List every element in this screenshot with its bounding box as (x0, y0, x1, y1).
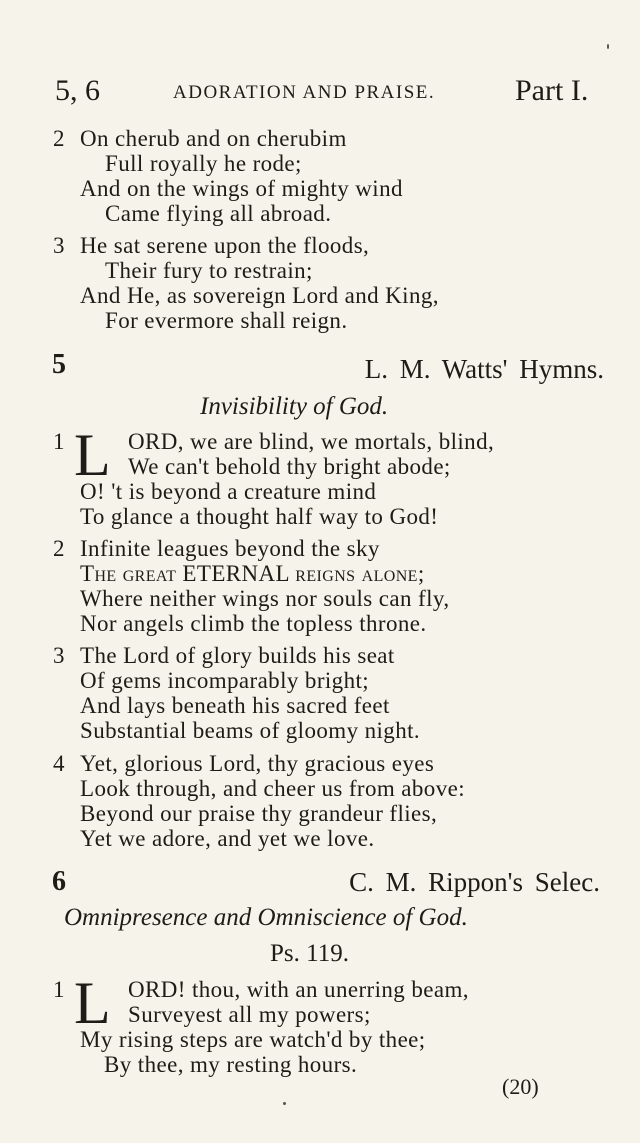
verse-line: Nor angels climb the topless throne. (80, 611, 427, 636)
verse-number: 2 (53, 536, 65, 561)
verse-line: Yet we adore, and yet we love. (80, 826, 375, 851)
verse-number: 1 (53, 429, 65, 454)
verse-line: Where neither wings nor souls can fly, (80, 586, 450, 611)
drop-cap-letter: L (74, 422, 111, 488)
verse-number: 3 (53, 233, 65, 258)
header-hymn-numbers: 5, 6 (55, 74, 100, 107)
ink-speck (607, 44, 609, 49)
verse-line: Beyond our praise thy grandeur flies, (80, 801, 438, 826)
verse-number: 1 (53, 977, 65, 1002)
hymn-subtitle: Omnipresence and Omniscience of God. (64, 904, 468, 931)
verse-line: Infinite leagues beyond the sky (80, 536, 380, 561)
verse-line: Their fury to restrain; (105, 258, 313, 283)
verse-line: And on the wings of mighty wind (80, 176, 403, 201)
hymn-subtitle: Invisibility of God. (200, 393, 389, 420)
verse-line: My rising steps are watch'd by thee; (80, 1027, 426, 1052)
hymn-number: 6 (52, 866, 66, 897)
verse-line: To glance a thought half way to God! (80, 504, 439, 529)
verse-line: O! 't is beyond a creature mind (80, 479, 377, 504)
ink-speck (283, 1102, 286, 1105)
verse-line: ORD! thou, with an unerring beam, (128, 977, 469, 1002)
verse-line: The great ETERNAL reigns alone; (80, 561, 425, 586)
page-number: (20) (502, 1074, 539, 1099)
verse-line: Came flying all abroad. (105, 201, 332, 226)
verse-line: Of gems incomparably bright; (80, 668, 370, 693)
verse-line: Look through, and cheer us from above: (80, 776, 466, 801)
header-part: Part I. (515, 74, 589, 107)
verse-line: The Lord of glory builds his seat (80, 643, 395, 668)
verse-line: And lays beneath his sacred feet (80, 693, 390, 718)
verse-number: 3 (53, 643, 65, 668)
drop-cap-letter: L (74, 970, 111, 1036)
hymn-meter-source: L. M. Watts' Hymns. (364, 354, 604, 384)
verse-line: ORD, we are blind, we mortals, blind, (128, 429, 495, 454)
verse-line: Surveyest all my powers; (128, 1002, 371, 1027)
verse-number: 4 (53, 751, 65, 776)
verse-line: We can't behold thy bright abode; (128, 454, 451, 479)
verse-line: And He, as sovereign Lord and King, (80, 283, 439, 308)
verse-line: On cherub and on cherubim (80, 126, 347, 151)
hymn-meter-source: C. M. Rippon's Selec. (349, 867, 600, 897)
verse-line: Full royally he rode; (105, 151, 302, 176)
verse-line: Yet, glorious Lord, thy gracious eyes (80, 751, 435, 776)
verse-line: He sat serene upon the floods, (80, 233, 370, 258)
header-section-title: ADORATION AND PRAISE. (173, 82, 436, 103)
verse-line: Substantial beams of gloomy night. (80, 718, 421, 743)
verse-line: By thee, my resting hours. (104, 1052, 358, 1077)
verse-line: For evermore shall reign. (105, 308, 348, 333)
verse-number: 2 (53, 126, 65, 151)
hymn-number: 5 (52, 349, 66, 380)
psalm-reference: Ps. 119. (270, 940, 349, 967)
